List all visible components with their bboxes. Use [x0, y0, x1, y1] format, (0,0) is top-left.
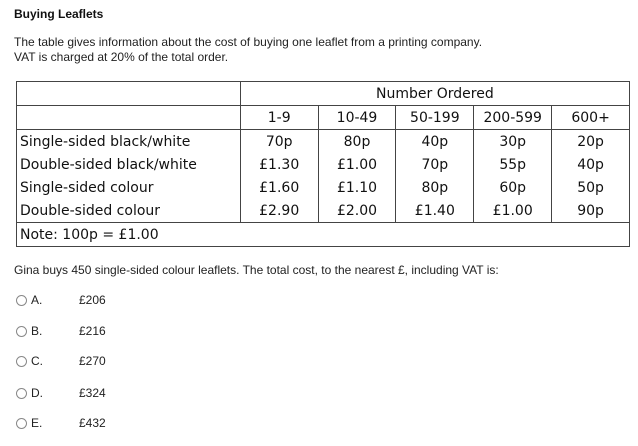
price-cell: 20p	[552, 130, 630, 154]
price-cell: £1.00	[474, 199, 552, 223]
option-value: £216	[79, 324, 106, 338]
intro-line-2: VAT is charged at 20% of the total order.	[14, 50, 229, 64]
intro-text	[14, 35, 482, 65]
radio-button[interactable]	[16, 326, 27, 337]
price-cell: 40p	[552, 153, 630, 176]
radio-button[interactable]	[16, 388, 27, 399]
price-cell: 60p	[474, 176, 552, 199]
price-table	[16, 81, 630, 247]
table-row	[17, 176, 630, 199]
price-cell: 50p	[552, 176, 630, 199]
price-cell: £2.00	[318, 199, 396, 223]
column-header: 600+	[552, 106, 630, 130]
price-cell: 90p	[552, 199, 630, 223]
intro-line-1: The table gives information about the cost of buying one leaflet from a printing company.	[14, 35, 483, 49]
column-header: 1-9	[240, 106, 318, 130]
table-row	[17, 153, 630, 176]
row-label: Double-sided black/white	[17, 153, 241, 176]
table-header-row-2	[17, 106, 630, 130]
option-letter: B.	[31, 324, 43, 338]
table-row	[17, 199, 630, 223]
question-text: Gina buys 450 single-sided colour leaflets. The total cost, to the nearest £, including VAT is:	[14, 263, 499, 277]
table-header-row-1	[17, 82, 630, 106]
price-cell: 80p	[396, 176, 474, 199]
option-value: £270	[79, 354, 106, 368]
option-value: £206	[79, 293, 106, 307]
table-note-row	[17, 223, 630, 247]
radio-button[interactable]	[16, 418, 27, 429]
row-label: Single-sided colour	[17, 176, 241, 199]
table-corner-cell-2	[17, 106, 241, 130]
column-header: 50-199	[396, 106, 474, 130]
price-cell: 30p	[474, 130, 552, 154]
price-cell: £1.40	[396, 199, 474, 223]
column-header: 10-49	[318, 106, 396, 130]
radio-button[interactable]	[16, 295, 27, 306]
price-cell: £1.30	[240, 153, 318, 176]
option-letter: D.	[31, 386, 43, 400]
price-cell: 80p	[318, 130, 396, 154]
table-row	[17, 130, 630, 154]
price-cell: 70p	[240, 130, 318, 154]
option-value: £324	[79, 386, 106, 400]
option-letter: A.	[31, 293, 43, 307]
price-cell: 40p	[396, 130, 474, 154]
table-corner-cell	[17, 82, 241, 106]
price-cell: £1.60	[240, 176, 318, 199]
option-letter: C.	[31, 354, 43, 368]
price-cell: £1.10	[318, 176, 396, 199]
group-header: Number Ordered	[240, 82, 629, 106]
price-cell: £2.90	[240, 199, 318, 223]
row-label: Single-sided black/white	[17, 130, 241, 154]
option-letter: E.	[31, 416, 43, 430]
row-label: Double-sided colour	[17, 199, 241, 223]
price-cell: £1.00	[318, 153, 396, 176]
radio-button[interactable]	[16, 356, 27, 367]
page-title: Buying Leaflets	[14, 7, 104, 21]
column-header: 200-599	[474, 106, 552, 130]
option-value: £432	[79, 416, 106, 430]
price-cell: 55p	[474, 153, 552, 176]
table-note: Note: 100p = £1.00	[17, 223, 630, 247]
price-cell: 70p	[396, 153, 474, 176]
